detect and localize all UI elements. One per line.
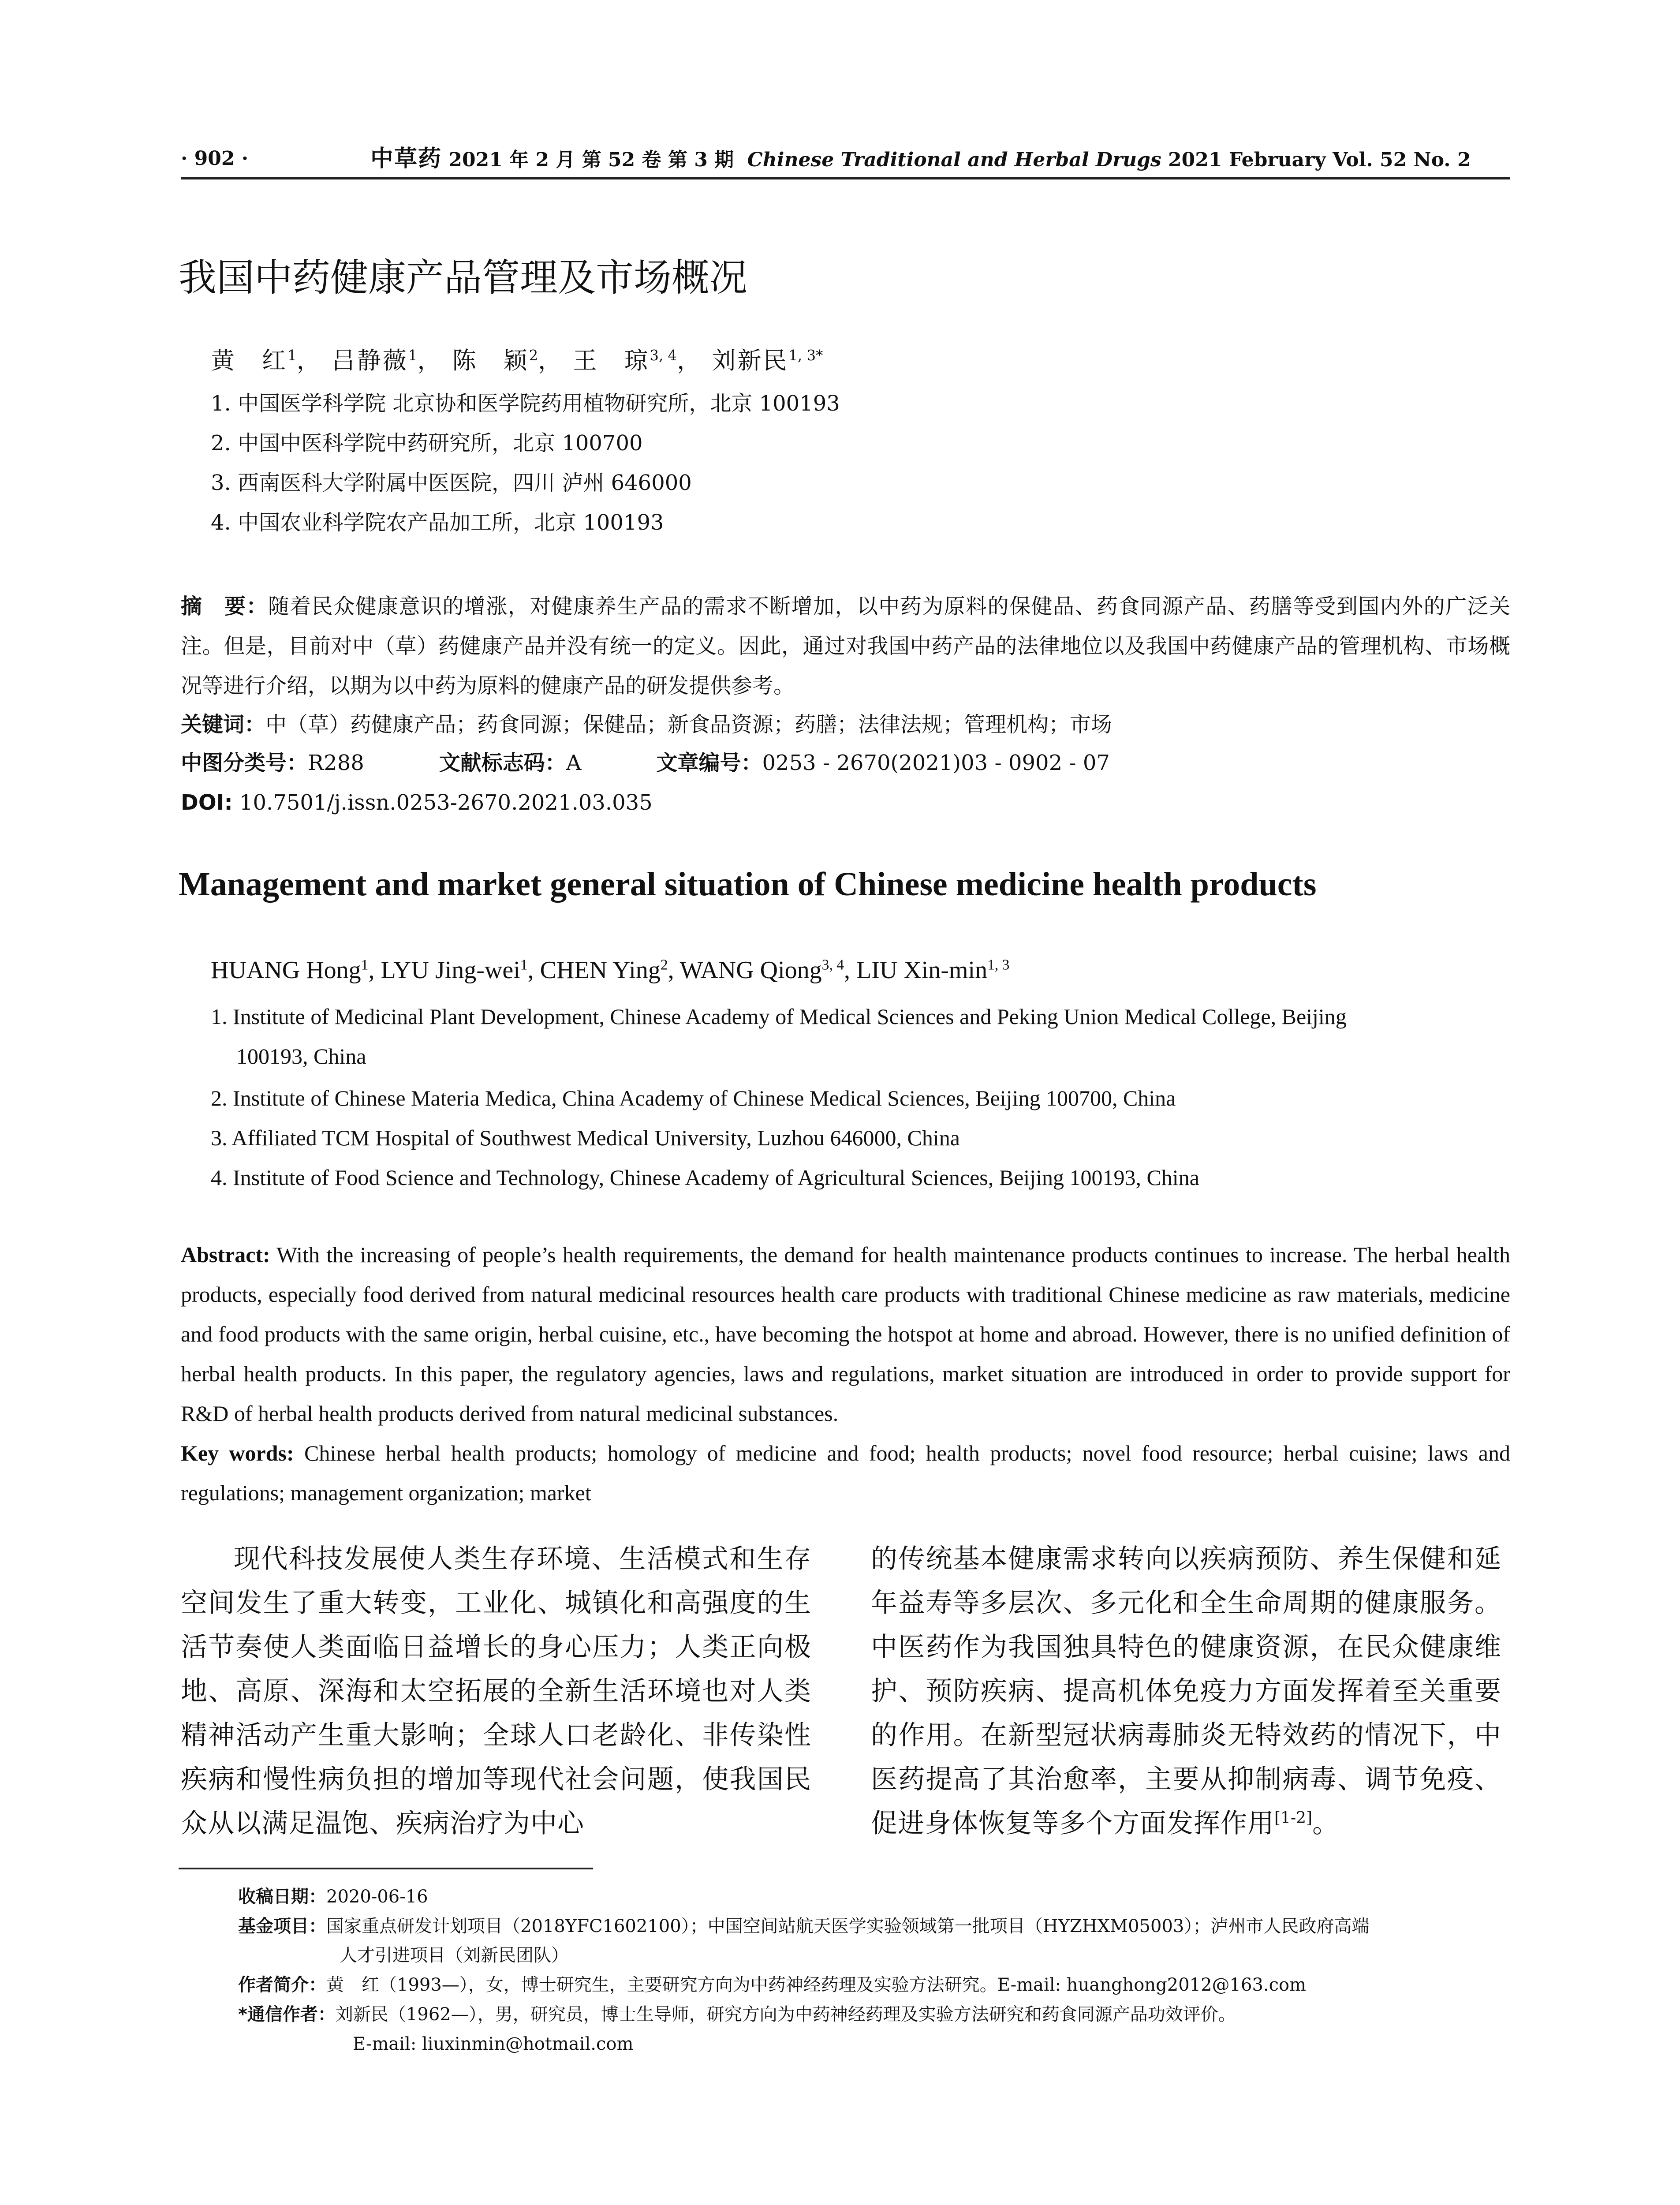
author-affil-sup: 2 [660,957,668,973]
keywords-cn [181,709,1112,740]
title-cn: 我国中药健康产品管理及市场概况 [179,256,747,300]
body-right-text: 的传统基本健康需求转向以疾病预防、养生保健和延年益寿等多层次、多元化和全生命周期的健康服务。中医药作为我国独具特色的健康资源，在民众健康维护、预防疾病、提高机体免疫力方面发挥着至关重要的作用。在新型冠状病毒肺炎无特效药的情况下，中医药提高了其治愈率，主要从抑制病毒、调节免疫、促进身体恢复等多个方面发挥作用 [871,1544,1501,1839]
author-sep: ， [417,347,443,374]
received-label: 收稿日期： [238,1887,326,1907]
affiliation-en: 3. Affiliated TCM Hospital of Southwest Medical University, Luzhou 646000, China [211,1125,960,1150]
author-affil-sup: 1 [361,957,369,973]
issue-cn: 2021 年 2 月 第 52 卷 第 3 期 [448,149,734,171]
author-affil-sup: 1, 3 [987,957,1010,973]
doi-label: DOI: [181,790,233,815]
article-no-label: 文章编号： [656,751,762,775]
keywords-en [181,1433,1510,1513]
affiliation-cn: 1. 中国医学科学院 北京协和医学院药用植物研究所，北京 100193 [211,391,840,416]
doc-code-value: A [566,751,582,775]
affiliation-cn: 2. 中国中医科学院中药研究所，北京 100700 [211,431,643,456]
author-name: 刘新民 [712,347,789,374]
affiliation-en-cont: 100193, China [236,1044,366,1069]
body-column-left: 现代科技发展使人类生存环境、生活模式和生存空间发生了重大转变，工业化、城镇化和高强度的生活节奏使人类面临日益增长的身心压力；人类正向极地、高原、深海和太空拓展的全新生活环境也对人类精神活动产生重大影响；全球人口老龄化、非传染性疾病和慢性病负担的增加等现代社会问题，使我国民众从以满足温饱、疾病治疗为中心 [181,1544,811,1839]
journal-name-en: Chinese Traditional and Herbal Drugs [747,149,1161,171]
footnote-rule [179,1868,593,1869]
abstract-cn-text: 随着民众健康意识的增涨，对健康养生产品的需求不断增加，以中药为原料的保健品、药食同源产品、药膳等受到国内外的广泛关注。但是，目前对中（草）药健康产品并没有统一的定义。因此，通过对我国中药产品的法律地位以及我国中药健康产品的管理机构、市场概况等进行介绍，以期为以中药为原料的健康产品的研发提供参考。 [181,594,1510,698]
doc-code-label: 文献标志码： [439,751,566,775]
fund-value: 国家重点研发计划项目（2018YFC1602100）；中国空间站航天医学实验领域第一批项目（HYZHXM05003）；泸州市人民政府高端 [326,1916,1370,1936]
author-sep: , [368,957,381,984]
author-sep: , [844,957,857,984]
affiliation-en-text: 1. Institute of Medicinal Plant Development, Chinese Academy of Medical Sciences and Peking Union Medical College, Beijing [211,1004,1347,1029]
authors-cn [211,343,823,378]
affiliation-cn: 4. 中国农业科学院农产品加工所，北京 100193 [211,510,664,535]
authors-en [211,953,1009,988]
affiliation-en: 4. Institute of Food Science and Technology, Chinese Academy of Agricultural Sciences, Beijing 100193, China [211,1165,1199,1190]
author-affil-sup: 2 [529,347,538,364]
author-affil-sup: 3, 4 [821,957,844,973]
affiliation-cn: 3. 西南医科大学附属中医医院，四川 泸州 646000 [211,471,692,495]
author-name: 王 琼 [573,347,650,374]
author-name: 陈 颖 [452,347,529,374]
clc-value: R288 [308,751,364,775]
author-affil-sup: 1 [408,347,418,364]
author-affil-sup: 3, 4 [650,347,677,364]
fund-label: 基金项目： [238,1916,326,1936]
author-sep: , [668,957,680,984]
author-sep: ， [538,347,564,374]
page-number: · 902 · [181,147,249,170]
clc-label: 中图分类号： [181,751,308,775]
corresponding-value: 刘新民（1962—），男，研究员，博士生导师，研究方向为中药神经药理及实验方法研究和药食同源产品功效评价。 [335,2004,1236,2025]
affiliation-en [211,997,1512,1076]
affiliation-en: 2. Institute of Chinese Materia Medica, China Academy of Chinese Medical Sciences, Beijing 100700, China [211,1086,1176,1110]
body-column-right [871,1537,1501,1846]
author-sep: ， [677,347,703,374]
keywords-en-text: Chinese herbal health products; homology of medicine and food; health products; novel food resource; herbal cuisine; laws and regulations; management organization; market [181,1441,1510,1505]
journal-title-line [370,143,1471,176]
doi-line [181,787,653,818]
author-sep: ， [296,347,322,374]
article-no-value: 0253 - 2670(2021)03 - 0902 - 07 [762,751,1110,775]
abstract-en [181,1235,1510,1433]
author-name: 吕静薇 [331,347,408,374]
body-right-end: 。 [1312,1808,1340,1839]
running-header [181,143,1510,174]
author-affil-sup: 1 [287,347,297,364]
keywords-cn-text: 中（草）药健康产品；药食同源；保健品；新食品资源；药膳；法律法规；管理机构；市场 [265,712,1113,737]
corresponding-email[interactable]: E-mail: liuxinmin@hotmail.com [353,2034,634,2054]
abstract-en-text: With the increasing of people’s health requirements, the demand for health maintenance products continues to increase. The herbal health products, especially food derived from natural medicinal resources health care products with traditional Chinese medicine as raw materials, medicine and food products with the same origin, herbal cuisine, etc., have becoming the hotspot at home and abroad. However, there is no unified definition of herbal health products. In this paper, the regulatory agencies, laws and regulations, market situation are introduced in order to provide support for R&D of herbal health products derived from natural medicinal substances. [181,1242,1510,1426]
keywords-en-label: Key words: [181,1441,294,1465]
issue-en: 2021 February Vol. 52 No. 2 [1168,149,1471,171]
footnote-received [238,1882,1510,1911]
author-name: 黄 红 [211,347,287,374]
abstract-cn-label: 摘 要： [181,594,268,619]
author-name: LYU Jing-wei [381,957,520,984]
author-name: HUANG Hong [211,957,361,984]
author-affil-sup: 1, 3* [788,347,823,364]
classification-line [181,747,1110,778]
footnote-corresponding [238,2000,1510,2029]
author-name: LIU Xin-min [856,957,988,984]
abstract-en-label: Abstract: [181,1242,270,1267]
footnote-author-bio [238,1970,1510,1999]
received-value: 2020-06-16 [326,1887,428,1907]
author-bio-label: 作者简介： [238,1975,326,1995]
author-affil-sup: 1 [520,957,528,973]
keywords-cn-label: 关键词： [181,712,266,737]
fund-cont: 人才引进项目（刘新民团队） [340,1945,569,1966]
author-sep: , [527,957,540,984]
corresponding-label: *通信作者： [238,2004,336,2025]
doi-value[interactable]: 10.7501/j.issn.0253-2670.2021.03.035 [239,790,653,815]
author-bio-value: 黄 红（1993—），女，博士研究生，主要研究方向为中药神经药理及实验方法研究。E-mail: huanghong2012@163.com [326,1975,1307,1995]
citation-ref[interactable]: [1-2] [1274,1809,1313,1827]
title-en: Management and market general situation of Chinese medicine health products [179,866,1317,903]
journal-name-cn: 中草药 [370,145,442,172]
abstract-cn [181,587,1510,706]
footnote-fund [238,1912,1510,1970]
author-name: CHEN Ying [540,957,661,984]
author-name: WANG Qiong [679,957,822,984]
header-rule [181,177,1510,179]
